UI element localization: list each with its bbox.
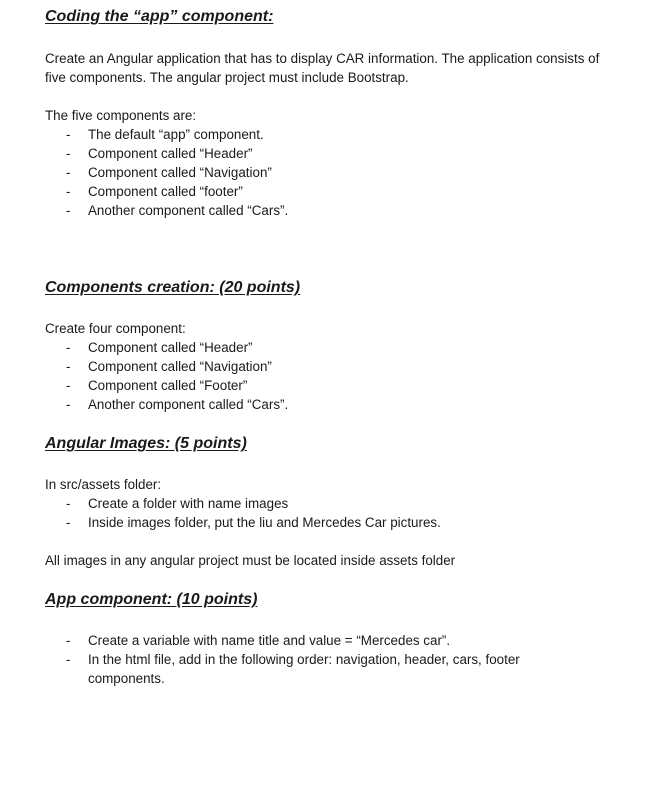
list-item: - Component called “Navigation”: [66, 359, 272, 374]
list-item: - Component called “footer”: [66, 184, 243, 199]
bullet-dash: -: [66, 127, 71, 142]
bullet-dash: -: [66, 165, 71, 180]
four-components-list: [45, 338, 588, 414]
five-components-list: [45, 125, 588, 220]
heading-app-component: App component: (10 points): [45, 591, 258, 608]
list-item: - In the html file, add in the following order: navigation, header, cars, footer components.: [66, 652, 520, 686]
bullet-dash: -: [66, 203, 71, 218]
list-item: - The default “app” component.: [66, 127, 264, 142]
bullet-dash: -: [66, 496, 71, 511]
list-item: - Component called “Navigation”: [66, 165, 272, 180]
list-item: - Component called “Header”: [66, 340, 253, 355]
bullet-dash: -: [66, 652, 71, 667]
bullet-dash: -: [66, 633, 71, 648]
bullet-dash: -: [66, 340, 71, 355]
assets-note: All images in any angular project must be located inside assets folder: [45, 553, 456, 568]
app-component-steps-list: [45, 631, 588, 688]
list-item: - Inside images folder, put the liu and Mercedes Car pictures.: [66, 515, 441, 530]
list-item: - Component called “Footer”: [66, 378, 248, 393]
bullet-dash: -: [66, 378, 71, 393]
heading-components-creation: Components creation: (20 points): [45, 279, 301, 296]
bullet-dash: -: [66, 146, 71, 161]
bullet-dash: -: [66, 184, 71, 199]
list-item: - Another component called “Cars”.: [66, 397, 289, 412]
create-components-intro: Create four component:: [45, 321, 186, 336]
list-item: - Component called “Header”: [66, 146, 253, 161]
heading-angular-images: Angular Images: (5 points): [45, 435, 247, 452]
components-list-intro: The five components are:: [45, 108, 197, 123]
list-item: - Another component called “Cars”.: [66, 203, 289, 218]
images-steps-list: [45, 494, 588, 532]
bullet-dash: -: [66, 359, 71, 374]
list-item: - Create a folder with name images: [66, 496, 289, 511]
bullet-dash: -: [66, 397, 71, 412]
heading-coding-app-component: Coding the “app” component:: [45, 8, 274, 25]
intro-paragraph: Create an Angular application that has to display CAR information. The application consists of five components. The angular project must include Bootstrap.: [45, 51, 600, 85]
list-item: - Create a variable with name title and value = “Mercedes car”.: [66, 633, 451, 648]
assets-folder-intro: In src/assets folder:: [45, 477, 162, 492]
bullet-dash: -: [66, 515, 71, 530]
